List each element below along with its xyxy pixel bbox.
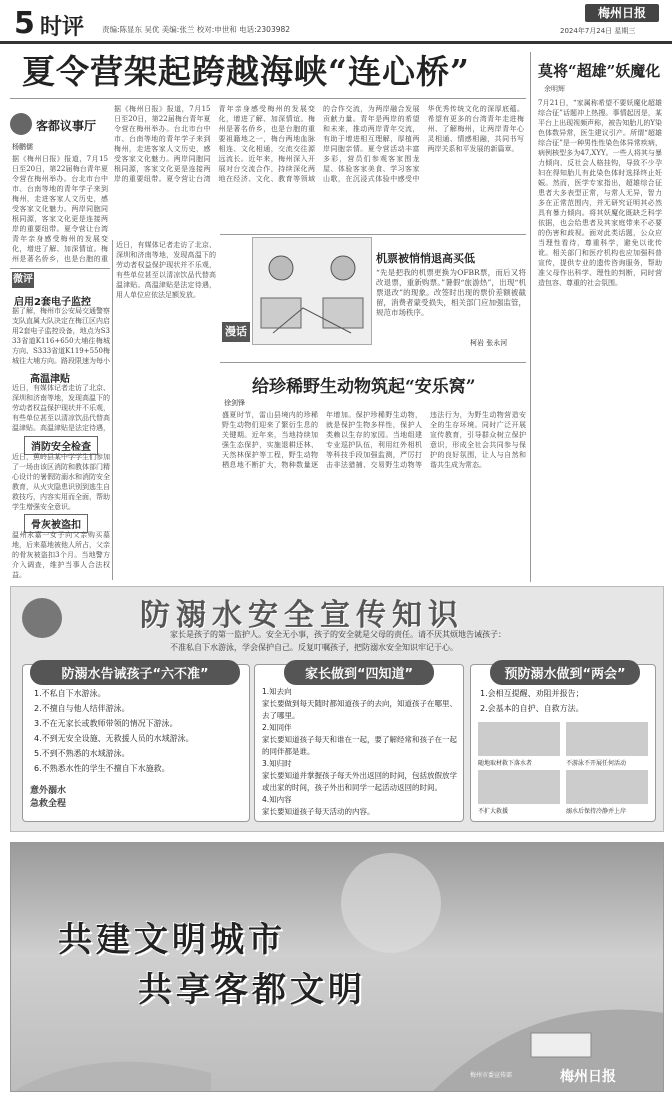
newspaper-logo: 梅州日报 bbox=[585, 4, 659, 22]
brief-title-2: 高温津贴 bbox=[30, 374, 70, 385]
six-rules-list bbox=[34, 686, 244, 776]
main-body-col1: 据《梅州日报》报道，7月15日至20日，第22届梅台青年夏令营在梅州举办。台北市台中市、台南等地的青年学子来到梅州，走进客家人文历史，感受客家文化魅力。两岸同胞同根同源，客家文化更是连接两岸的重要纽带。夏令营让台湾青年亲身感受梅州的发展变化，增进了解、加深情谊。梅州是著名侨乡，也是台胞的重 bbox=[12, 155, 108, 263]
list-item: 1.会相互提醒、劝阻并报告； bbox=[480, 689, 584, 698]
rule bbox=[220, 234, 526, 235]
list-item: 6.不熟悉水性的学生不擅自下水施救。 bbox=[34, 764, 170, 773]
wildlife-body: 盛夏时节，雷山县境内的珍稀野生动物们迎来了繁衍生息的关键期。近年来，当地持续加强生态保护，实施退耕还林、天然林保护等工程，野生动物栖息地不断扩大，物种数量逐年增加。保护珍稀野生动物，就是保护生物多样性，保护人类赖以生存的家园。当地组建专业巡护队伍，利用红外相机等科技手段加强监测，严厉打击非法猎捕、交易野生动物等违法行为，为野生动物营造安全的生存环境。同时广泛开展宣传教育，引导群众树立保护意识，形成全社会共同参与保护的良好氛围，让人与自然和谐共生成为常态。 bbox=[222, 411, 526, 469]
main-body-cols: 据《梅州日报》报道，7月15日至20日，第22届梅台青年夏令营在梅州举办。台北市台中市、台南等地的青年学子来到梅州，走进客家人文历史，感受客家文化魅力。两岸同胞同根同源，客家文化更是连接两岸的重要纽带。夏令营让台湾青年亲身感受梅州的发展变化，增进了解、加深情谊。梅州是著名侨乡，也是台胞的重要祖籍地之一，梅台两地血脉相连、文化相通，交流交往源远流长。近年来，梅州深入开展对台交流合作，持续深化两地在经济、文化、教育等领域的合作交流，为两岸融合发展贡献力量。青年是两岸的希望和未来，推动两岸青年交流，有助于增进相互理解，厚植两岸同胞亲情。夏令营活动丰富多彩，营员们参观客家围龙屋、体验客家美食、学习客家山歌，在沉浸式体验中感受中华优秀传统文化的深厚底蕴。希望有更多的台湾青年走进梅州、了解梅州，让两岸青年心灵相通、情感相融，共同书写两岸关系和平发展的新篇章。 bbox=[114, 105, 524, 183]
two-can-list bbox=[480, 686, 652, 716]
no-swim-image-icon bbox=[566, 722, 648, 756]
list-item: 家长要知道并掌握孩子每天外出返回的时间，包括放假放学或出家的时间，孩子外出和同学一起活动返回的时间。 bbox=[262, 771, 457, 792]
cartoon-body: “先是把我的机票更换为OFBR票，而后又将改退票，重新购票。”暑假“旅游热”，出现“机票退改”的现象。改签时出现的票价差额被截留，消费者蒙受损失，相关部门应加强监管，规范市场秩序。 bbox=[376, 268, 526, 317]
staff-credits: 责编:陈显东 吴优 美编:张兰 校对:申世和 电话:2303982 bbox=[102, 25, 291, 34]
rule bbox=[220, 362, 526, 363]
brief-body-4: 温州永嘉一女子向父亲购买墓地，后来墓地被他人所占，父亲的骨灰被盗扣3个月。当地警方介入调查，维护当事人合法权益。 bbox=[12, 531, 110, 579]
briefs-tag: 微评 bbox=[12, 272, 34, 288]
list-item: 2.会基本的自护、自救方法。 bbox=[480, 704, 584, 713]
brief-body-3: 近日，蕉岭县某中学学生们参加了一场由该区消防和教体部门精心设计的暑假防溺水和消防安全教育，从火灾隐患识别到逃生自救技巧，内容实用而全面，帮助学生增强安全意识。 bbox=[12, 453, 110, 510]
panel-two-can-title: 预防溺水做到“两会” bbox=[490, 660, 640, 685]
list-item: 家长要做到每天随时都知道孩子的去向，知道孩子在哪里、去了哪里。 bbox=[262, 699, 457, 720]
list-item: 家长要知道孩子每天活动的内容。 bbox=[262, 807, 375, 816]
column-divider bbox=[112, 240, 113, 580]
water-safety-title: 防溺水安全宣传知识 bbox=[140, 598, 464, 633]
list-item: 2.知同伴 bbox=[262, 723, 292, 732]
list-item: 1.知去向 bbox=[262, 687, 292, 696]
column-icon bbox=[10, 113, 32, 135]
cartoon-drawing-icon bbox=[253, 238, 371, 344]
brief-body-1: 据了解，梅州市公安局交通警察支队直属大队决定在梅江区内启用2套电子监控设备，地点为S333省道K116+650大埔往梅城方向、S333省道K119+550梅城往大埔方向。路段限速为每小 bbox=[12, 307, 110, 365]
four-know-list bbox=[262, 686, 460, 818]
side-headline: 莫将“超雄”妖魔化 bbox=[538, 62, 661, 80]
cartoon-illustration bbox=[252, 237, 372, 345]
wildlife-author: 徐剑锋 bbox=[224, 399, 245, 407]
brief-title-4: 骨灰被盗扣 bbox=[24, 514, 88, 533]
column-divider bbox=[530, 52, 531, 582]
caption: 溺水后保持冷静并上岸 bbox=[566, 808, 627, 815]
list-item: 4.知内容 bbox=[262, 795, 292, 804]
rule bbox=[10, 268, 110, 269]
rescue-image-icon bbox=[478, 722, 560, 756]
civic-line-1: 共建文明城市 bbox=[58, 920, 286, 960]
civic-caption: 梅州市委宣传部 bbox=[470, 1072, 513, 1079]
wildlife-headline: 给珍稀野生动物筑起“安乐窝” bbox=[252, 377, 476, 397]
side-body: 7月21日，“家属称希望不要妖魔化超雄综合征”话题冲上热搜。事情起因是，某平台上出现视频声称，被告知胎儿的Y染色体数异常，医生建议引产。所谓“超雄综合征”是一种男性性染色体异常疾病，病例核型多为47,XYY。一些人将其与暴力倾向、反社会人格挂钩，导致不少孕妇在得知胎儿有此染色体时选择终止妊娠。然而，医学专家指出，超雄综合征患者大多表型正常，与常人无异，智力多在正常范围内，并无研究证明其必然具有暴力倾向。将其妖魔化既缺乏科学依据，也会给患者及其家庭带来不必要的伤害和歧视。面对此类话题，公众应当理性看待，尊重科学，避免以讹传讹。相关部门和医疗机构也应加强科普宣传，提供专业的遗传咨询服务，帮助准父母作出科学、理性的判断，同时营造包容、尊重的社会氛围。 bbox=[538, 99, 662, 287]
main-author: 杨鹏儒 bbox=[12, 143, 33, 151]
civic-logo: 梅州日报 bbox=[560, 1069, 616, 1085]
brief-continuation: 近日，有媒体记者走访了北京、深圳和济南等地，发现高温下的劳动者权益保护现状并不乐观，有些单位甚至以清凉饮品代替高温津贴。高温津贴是法定待遇，用人单位应依法足额发放。 bbox=[116, 241, 216, 299]
column-badge bbox=[10, 113, 108, 135]
no-expand-image-icon bbox=[478, 770, 560, 804]
caption: 不游泳不开展任何活动 bbox=[566, 760, 627, 767]
cartoon-author: 柯岩 张永河 bbox=[470, 339, 508, 347]
calm-image-icon bbox=[566, 770, 648, 804]
panel-six-rules-title: 防溺水告诫孩子“六不准” bbox=[30, 660, 240, 685]
section-title: 时评 bbox=[40, 15, 85, 40]
first-aid-label: 意外溺水 急救全程 bbox=[30, 786, 67, 809]
list-item: 2.不擅自与他人结伴游泳。 bbox=[34, 704, 130, 713]
column-name: 客都议事厅 bbox=[36, 119, 97, 133]
panel-four-know-title: 家长做到“四知道” bbox=[284, 660, 434, 685]
cartoon-headline: 机票被悄悄退高买低 bbox=[376, 252, 475, 265]
page-number: 5 bbox=[14, 6, 35, 41]
cartoon-tag: 漫话 bbox=[222, 322, 250, 342]
page-header bbox=[0, 0, 672, 44]
brief-body-2: 近日，有媒体记者走访了北京、深圳和济南等地，发现高温下的劳动者权益保护现状并不乐观，有些单位甚至以清凉饮品代替高温津贴。高温津贴是法定待遇， bbox=[12, 384, 110, 432]
civic-line-2: 共享客都文明 bbox=[138, 970, 366, 1010]
brief-title-3: 消防安全检查 bbox=[24, 436, 98, 455]
side-author: 余明辉 bbox=[544, 85, 565, 93]
list-item: 3.知归时 bbox=[262, 759, 292, 768]
main-headline: 夏令营架起跨越海峡“连心桥” bbox=[22, 52, 470, 91]
caption: 随地取材救下落水者 bbox=[478, 760, 533, 767]
list-item: 3.不在无家长或教师带领的情况下游泳。 bbox=[34, 719, 178, 728]
list-item: 家长要知道孩子每天和谁在一起，要了解经常和孩子在一起的同伴都是谁。 bbox=[262, 735, 457, 756]
stop-sign-icon bbox=[22, 598, 62, 638]
rescue-illustrations bbox=[478, 722, 650, 820]
brief-title-1: 启用2套电子监控 bbox=[14, 297, 91, 308]
rule bbox=[10, 98, 526, 99]
caption: 不扩大救援 bbox=[478, 808, 509, 815]
list-item: 5.不到不熟悉的水域游泳。 bbox=[34, 749, 130, 758]
list-item: 4.不到无安全设施、无救援人员的水域游泳。 bbox=[34, 734, 194, 743]
issue-date: 2024年7月24日 星期三 bbox=[560, 27, 636, 35]
list-item: 1.不私自下水游泳。 bbox=[34, 689, 106, 698]
water-safety-intro: 家长是孩子的第一监护人。安全无小事，孩子的安全就是父母的责任。请不厌其烦地告诫孩子：不准私自下水游泳，学会保护自己。反复叮嘱孩子，把防溺水安全知识牢记于心。 bbox=[170, 630, 506, 652]
